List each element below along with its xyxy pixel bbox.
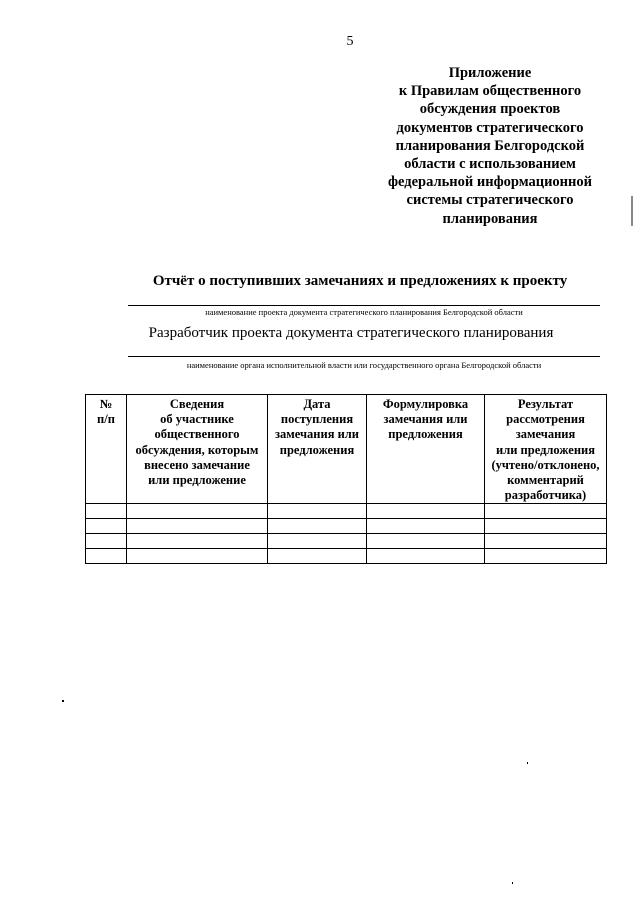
column-header-line: замечания или	[274, 427, 360, 442]
scan-artifact	[512, 882, 513, 884]
column-header-line: комментарий	[507, 473, 584, 488]
column-header	[86, 395, 127, 504]
appendix-line: области с использованием	[404, 156, 576, 173]
column-header-line: рассмотрения	[506, 412, 585, 427]
table-cell	[86, 534, 127, 549]
column-header	[485, 395, 607, 504]
table-header-row	[86, 395, 607, 504]
column-header-line: или предложения	[496, 442, 595, 457]
column-header	[268, 395, 367, 504]
report-title: Отчёт о поступивших замечаниях и предложениях к проекту	[152, 273, 568, 289]
table-cell	[86, 549, 127, 564]
scan-artifact	[631, 196, 633, 226]
column-header-line: №	[99, 397, 113, 411]
table-cell	[86, 504, 127, 519]
appendix-line: документов стратегического	[396, 119, 584, 136]
column-header-line: об участнике	[160, 412, 234, 427]
table-row	[86, 534, 607, 549]
authority-name-caption: наименование органа исполнительной власти или государственного органа Белгородской области	[186, 360, 542, 370]
appendix-line: к Правилам общественного	[398, 83, 582, 100]
table-cell	[86, 519, 127, 534]
scan-artifact	[527, 762, 528, 764]
developer-line: Разработчик проекта документа стратегического планирования	[148, 325, 554, 341]
column-header-line: Дата	[303, 397, 331, 411]
table-cell	[367, 534, 485, 549]
column-header-line: Сведения	[169, 397, 225, 411]
project-name-line	[128, 305, 600, 306]
column-header-line: разработчика)	[504, 488, 587, 503]
table-cell	[268, 534, 367, 549]
table-cell	[485, 519, 607, 534]
column-header-line: поступления	[280, 412, 354, 427]
column-header-line: предложения	[279, 442, 355, 457]
project-name-caption: наименование проекта документа стратегического планирования Белгородской области	[205, 307, 523, 317]
table-cell	[485, 549, 607, 564]
table-cell	[127, 534, 268, 549]
appendix-line: федеральной информационной	[387, 174, 592, 191]
column-header-line: Результат	[517, 397, 574, 411]
column-header-line: общественного	[154, 427, 240, 442]
table-cell	[485, 504, 607, 519]
appendix-line: планирования Белгородской	[395, 137, 585, 154]
appendix-heading	[372, 64, 608, 228]
appendix-line: обсуждения проектов	[419, 101, 561, 118]
table-cell	[127, 519, 268, 534]
table-cell	[367, 504, 485, 519]
appendix-line: системы стратегического	[406, 192, 574, 209]
table-body	[86, 504, 607, 564]
table-row	[86, 504, 607, 519]
column-header-line: предложения	[388, 427, 463, 442]
table-row	[86, 549, 607, 564]
scan-artifact	[62, 700, 64, 702]
column-header-line: Формулировка	[382, 397, 469, 411]
column-header-line: замечания или	[383, 412, 468, 427]
appendix-line: планирования	[442, 210, 538, 227]
column-header	[127, 395, 268, 504]
column-header	[367, 395, 485, 504]
table-cell	[127, 549, 268, 564]
column-header-line: обсуждения, которым	[135, 442, 259, 457]
table-cell	[268, 549, 367, 564]
table-cell	[367, 519, 485, 534]
table-cell	[268, 519, 367, 534]
column-header-line: п/п	[97, 412, 115, 427]
page-number: 5	[346, 34, 354, 49]
table-cell	[367, 549, 485, 564]
column-header-line: внесено замечание	[144, 457, 250, 472]
column-header-line: (учтено/отклонено,	[491, 457, 600, 472]
authority-name-line	[128, 356, 600, 357]
table-cell	[485, 534, 607, 549]
appendix-line: Приложение	[448, 65, 532, 81]
table-cell	[268, 504, 367, 519]
table-cell	[127, 504, 268, 519]
column-header-line: замечания	[515, 427, 576, 442]
remarks-table	[85, 394, 607, 564]
table-row	[86, 519, 607, 534]
column-header-line: или предложение	[148, 473, 246, 488]
